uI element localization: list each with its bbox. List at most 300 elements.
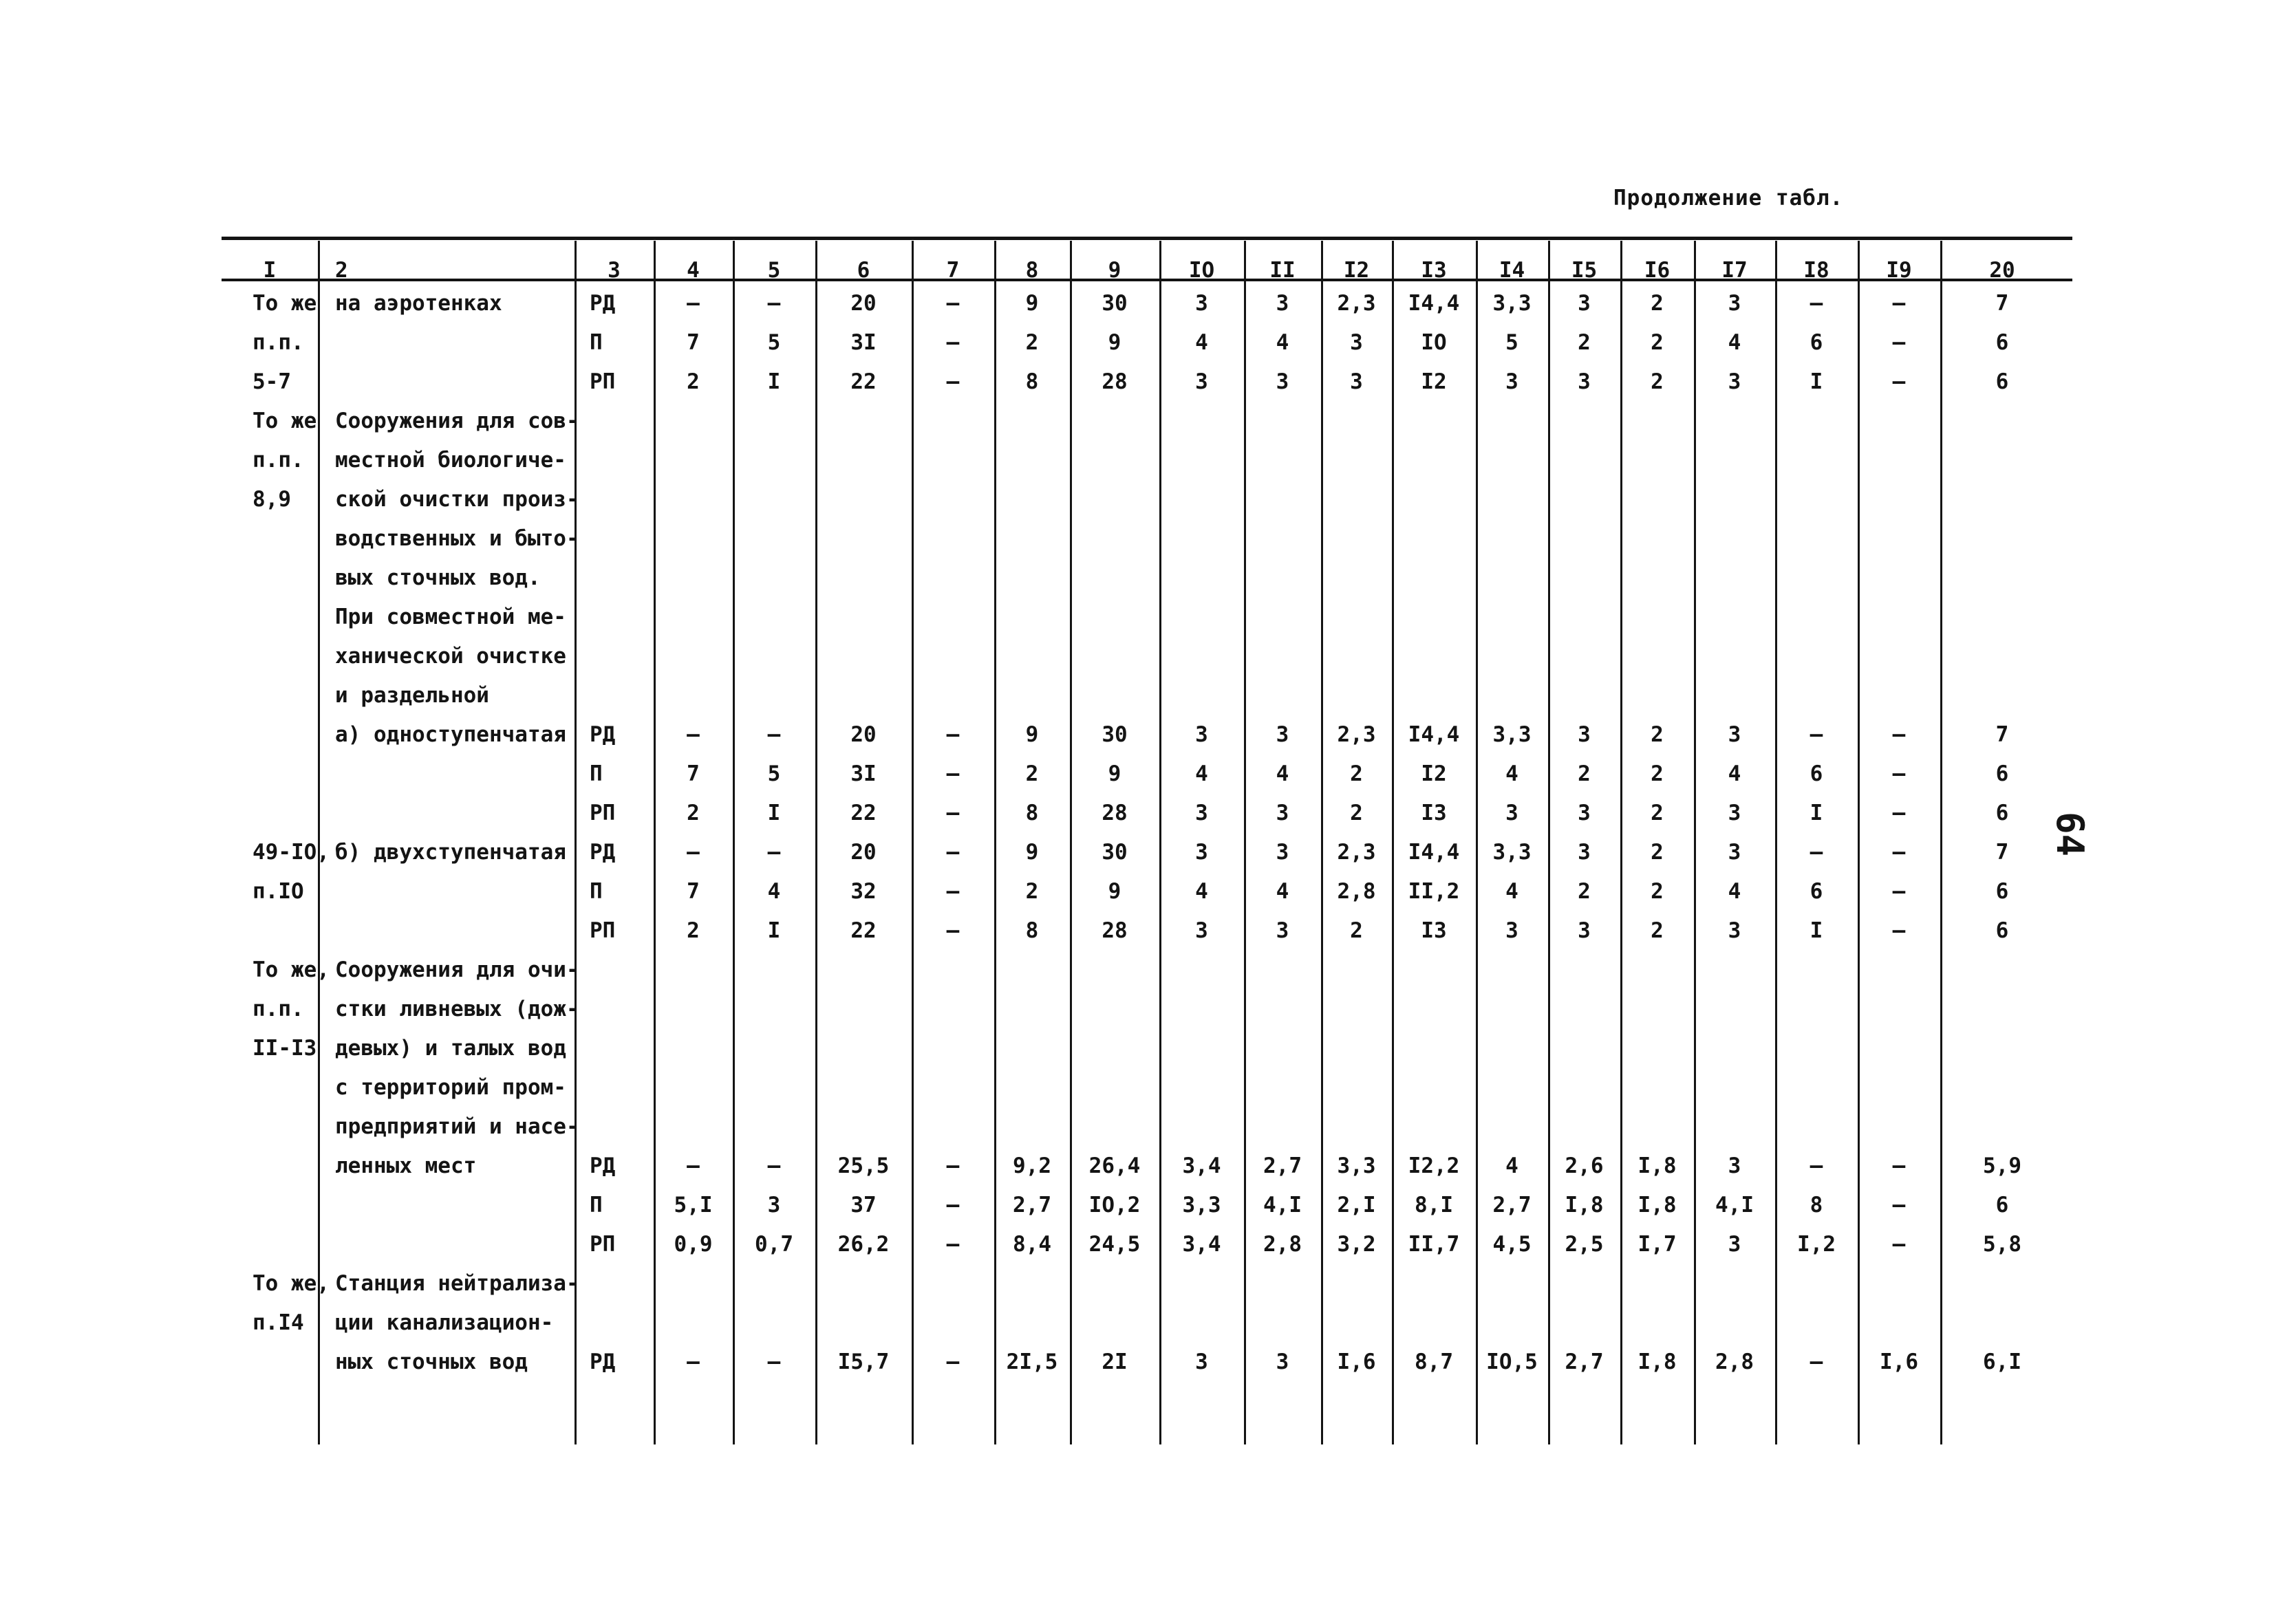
cell-value: 2I	[1102, 1350, 1128, 1374]
cell-value: 2	[687, 918, 700, 943]
cell-reference: 5-7	[253, 369, 291, 394]
cell-value	[1775, 1068, 1858, 1107]
cell-value: 7	[687, 761, 700, 786]
cell-value: 28	[1102, 801, 1128, 825]
cell-value	[1070, 637, 1159, 675]
cell-value	[1070, 990, 1159, 1028]
cell-value	[1476, 1107, 1548, 1146]
cell-value	[1940, 637, 2064, 675]
cell-value: –	[687, 291, 700, 316]
cell-value	[654, 480, 733, 519]
cell-value	[1940, 480, 2064, 519]
cell-value	[733, 1264, 815, 1303]
cell-value	[654, 402, 733, 440]
column-header: I8	[1803, 258, 1829, 283]
cell-reference: 49-IO,	[253, 840, 330, 865]
cell-value	[1321, 1303, 1392, 1342]
cell-mode: П	[590, 761, 603, 786]
cell-value: 9	[1025, 840, 1039, 865]
column-header: 20	[1989, 258, 2015, 283]
cell-value	[815, 519, 912, 558]
cell-value	[1694, 1068, 1775, 1107]
cell-value: 3	[1505, 801, 1518, 825]
cell-value	[1392, 676, 1476, 715]
cell-reference: То же,	[253, 1271, 330, 1296]
cell-value	[994, 441, 1070, 479]
cell-structure-name: водственных и быто-	[335, 526, 579, 551]
cell-value	[1159, 676, 1244, 715]
cell-value	[1476, 480, 1548, 519]
cell-value	[1321, 1107, 1392, 1146]
cell-value: –	[767, 1154, 781, 1178]
cell-value	[994, 1029, 1070, 1068]
cell-value	[1775, 1303, 1858, 1342]
cell-value: 3	[1276, 1350, 1289, 1374]
cell-value: 4	[1195, 761, 1208, 786]
cell-reference: 8,9	[253, 487, 291, 512]
cell-value: II,7	[1408, 1232, 1460, 1257]
cell-value	[1476, 402, 1548, 440]
cell-structure-name: ции канализацион-	[335, 1310, 554, 1335]
cell-value: I	[1810, 369, 1823, 394]
cell-value: IO,2	[1088, 1193, 1141, 1217]
cell-value: 3	[1276, 291, 1289, 316]
cell-value: 7	[1995, 291, 2009, 316]
cell-value: 2	[1651, 330, 1664, 355]
cell-value	[1548, 1303, 1620, 1342]
cell-value	[1548, 402, 1620, 440]
cell-value: –	[946, 1193, 960, 1217]
cell-value: 4	[1276, 761, 1289, 786]
page-number: 64	[2048, 812, 2092, 857]
cell-mode: РП	[590, 1232, 616, 1257]
cell-value: II,2	[1408, 879, 1460, 904]
cell-structure-name: и раздельной	[335, 683, 489, 708]
cell-structure-name: вых сточных вод.	[335, 565, 541, 590]
cell-value: 4	[1195, 330, 1208, 355]
cell-value	[1858, 951, 1940, 989]
cell-value: I,2	[1797, 1232, 1836, 1257]
cell-value: 2,8	[1337, 879, 1376, 904]
cell-value	[912, 1068, 994, 1107]
cell-value: 28	[1102, 369, 1128, 394]
cell-value	[1159, 990, 1244, 1028]
cell-value: 6	[1995, 330, 2009, 355]
cell-value	[1940, 559, 2064, 597]
cell-value	[1159, 519, 1244, 558]
cell-value	[1392, 1029, 1476, 1068]
cell-value	[1159, 1264, 1244, 1303]
cell-value: 2,5	[1565, 1232, 1604, 1257]
cell-value: –	[946, 761, 960, 786]
cell-value	[1159, 1068, 1244, 1107]
cell-value	[1244, 402, 1321, 440]
cell-value	[994, 1107, 1070, 1146]
cell-value	[654, 1068, 733, 1107]
cell-value	[1858, 1264, 1940, 1303]
cell-value: 7	[1995, 722, 2009, 747]
column-header: I3	[1421, 258, 1447, 283]
cell-value	[1244, 598, 1321, 636]
cell-value: 4	[1276, 879, 1289, 904]
cell-value: 28	[1102, 918, 1128, 943]
cell-value	[1392, 1264, 1476, 1303]
cell-value: 3	[1728, 369, 1741, 394]
cell-value	[1070, 1107, 1159, 1146]
cell-structure-name: Сооружения для сов-	[335, 409, 579, 433]
cell-value	[912, 676, 994, 715]
cell-value	[1620, 1107, 1694, 1146]
cell-value: 3	[1276, 801, 1289, 825]
cell-value: 3	[1195, 1350, 1208, 1374]
cell-value	[1940, 676, 2064, 715]
cell-value: –	[767, 1350, 781, 1374]
cell-value	[1321, 676, 1392, 715]
table-caption: Продолжение табл.	[1613, 186, 1844, 210]
cell-value	[994, 1068, 1070, 1107]
cell-value: 8,4	[1013, 1232, 1051, 1257]
cell-value	[1620, 1068, 1694, 1107]
cell-value: 2,I	[1337, 1193, 1376, 1217]
cell-value: –	[1810, 1154, 1823, 1178]
cell-value: 20	[850, 840, 877, 865]
cell-value	[1858, 1068, 1940, 1107]
cell-value: 22	[850, 801, 877, 825]
cell-value	[1694, 480, 1775, 519]
cell-value: 2,7	[1492, 1193, 1532, 1217]
cell-value: 3I	[850, 330, 877, 355]
cell-value: 4	[1195, 879, 1208, 904]
cell-value: 2	[1025, 330, 1039, 355]
cell-value	[1070, 1029, 1159, 1068]
cell-value	[815, 1107, 912, 1146]
cell-value: 5,I	[674, 1193, 713, 1217]
cell-value: 9	[1108, 879, 1121, 904]
cell-value	[1775, 637, 1858, 675]
cell-value: –	[1892, 1193, 1906, 1217]
cell-value	[1159, 1107, 1244, 1146]
cell-value	[1244, 1264, 1321, 1303]
cell-value	[994, 951, 1070, 989]
cell-value	[1775, 559, 1858, 597]
cell-value: 4,I	[1263, 1193, 1302, 1217]
cell-value	[912, 637, 994, 675]
cell-value	[1694, 1303, 1775, 1342]
cell-value	[1858, 598, 1940, 636]
cell-value: 9	[1108, 330, 1121, 355]
cell-value: I,6	[1880, 1350, 1918, 1374]
cell-value	[1392, 441, 1476, 479]
cell-value: 3,3	[1492, 722, 1532, 747]
cell-value	[1159, 637, 1244, 675]
cell-value: 6	[1995, 879, 2009, 904]
cell-value	[1070, 480, 1159, 519]
cell-value: 24,5	[1088, 1232, 1141, 1257]
cell-value: 2	[1350, 918, 1363, 943]
cell-value	[1940, 519, 2064, 558]
cell-value	[815, 402, 912, 440]
cell-value	[1940, 1029, 2064, 1068]
cell-value: 6,I	[1983, 1350, 2021, 1374]
cell-value: –	[1892, 761, 1906, 786]
cell-value: 2	[1651, 291, 1664, 316]
cell-value: –	[1892, 1154, 1906, 1178]
cell-value	[733, 990, 815, 1028]
cell-value	[1070, 519, 1159, 558]
cell-value: 4	[1505, 879, 1518, 904]
cell-value	[1070, 1264, 1159, 1303]
cell-value	[1244, 1029, 1321, 1068]
cell-value	[1548, 1264, 1620, 1303]
cell-value: 6	[1995, 801, 2009, 825]
cell-value	[1940, 598, 2064, 636]
cell-value	[1694, 519, 1775, 558]
cell-value	[912, 441, 994, 479]
cell-value	[1548, 637, 1620, 675]
cell-value	[1858, 519, 1940, 558]
cell-value	[912, 1264, 994, 1303]
cell-value	[733, 598, 815, 636]
cell-value: 8	[1025, 801, 1039, 825]
cell-value	[1321, 441, 1392, 479]
column-header: 7	[946, 258, 960, 283]
cell-value: 2,3	[1337, 291, 1376, 316]
cell-value: 3	[1728, 291, 1741, 316]
cell-value	[1694, 1264, 1775, 1303]
cell-value	[1476, 1264, 1548, 1303]
cell-value	[654, 519, 733, 558]
cell-value: I2	[1421, 369, 1447, 394]
cell-value	[1244, 637, 1321, 675]
cell-value	[1940, 441, 2064, 479]
cell-value	[1858, 402, 1940, 440]
cell-value: –	[1810, 840, 1823, 865]
cell-value: 2,7	[1565, 1350, 1604, 1374]
cell-value: 3	[1350, 330, 1363, 355]
cell-value	[1476, 559, 1548, 597]
cell-value: –	[946, 369, 960, 394]
cell-value: 3	[1578, 840, 1591, 865]
cell-value: 8	[1025, 369, 1039, 394]
cell-value	[733, 480, 815, 519]
cell-value	[654, 676, 733, 715]
cell-value	[1244, 1068, 1321, 1107]
cell-value	[1392, 1303, 1476, 1342]
cell-value	[1392, 480, 1476, 519]
cell-value: 9	[1025, 291, 1039, 316]
cell-value: 3	[1195, 291, 1208, 316]
cell-value: 5	[767, 330, 781, 355]
cell-value: 4,I	[1715, 1193, 1754, 1217]
cell-value	[815, 951, 912, 989]
cell-value	[1548, 519, 1620, 558]
cell-value: 6	[1995, 761, 2009, 786]
cell-value: 0,7	[755, 1232, 793, 1257]
cell-value	[1694, 637, 1775, 675]
cell-value	[1476, 441, 1548, 479]
cell-reference: п.I4	[253, 1310, 304, 1335]
cell-value	[1940, 402, 2064, 440]
column-header: I9	[1886, 258, 1912, 283]
cell-value	[912, 402, 994, 440]
cell-value	[815, 1264, 912, 1303]
cell-value	[733, 676, 815, 715]
cell-value: 4	[1276, 330, 1289, 355]
column-header: IO	[1188, 258, 1215, 283]
cell-value: I	[767, 369, 781, 394]
cell-value	[1548, 1029, 1620, 1068]
cell-value	[1476, 951, 1548, 989]
cell-value: 3	[1195, 369, 1208, 394]
cell-value: –	[946, 840, 960, 865]
cell-value: 3	[1728, 1154, 1741, 1178]
cell-value: I	[1810, 801, 1823, 825]
cell-value	[654, 1264, 733, 1303]
cell-value: 2I,5	[1006, 1350, 1058, 1374]
cell-reference: п.IO	[253, 879, 304, 904]
cell-value	[912, 951, 994, 989]
cell-value: 3	[1505, 369, 1518, 394]
cell-value	[815, 559, 912, 597]
cell-value	[654, 441, 733, 479]
cell-value	[815, 990, 912, 1028]
cell-value	[912, 1029, 994, 1068]
cell-value: 26,2	[837, 1232, 890, 1257]
cell-value	[1858, 637, 1940, 675]
cell-value: 3	[1276, 722, 1289, 747]
cell-value	[1858, 441, 1940, 479]
cell-value: –	[946, 291, 960, 316]
cell-value: I,8	[1565, 1193, 1604, 1217]
cell-value	[1321, 1029, 1392, 1068]
cell-mode: РД	[590, 840, 616, 865]
cell-value	[1159, 1303, 1244, 1342]
cell-value	[1858, 990, 1940, 1028]
cell-value: –	[767, 291, 781, 316]
cell-value	[1775, 441, 1858, 479]
cell-value	[912, 480, 994, 519]
cell-value	[1620, 951, 1694, 989]
cell-value: 2,6	[1565, 1154, 1604, 1178]
cell-value: I3	[1421, 801, 1447, 825]
cell-value	[1620, 990, 1694, 1028]
cell-value: 3	[1728, 722, 1741, 747]
cell-value	[994, 637, 1070, 675]
column-header: I	[263, 258, 277, 283]
cell-value: 7	[1995, 840, 2009, 865]
cell-value	[815, 441, 912, 479]
cell-value: 2,8	[1715, 1350, 1754, 1374]
cell-value	[1070, 1303, 1159, 1342]
cell-value: 3	[1578, 369, 1591, 394]
cell-value: 3	[1578, 722, 1591, 747]
cell-value: 2,3	[1337, 722, 1376, 747]
cell-value: 3,4	[1182, 1154, 1221, 1178]
cell-value	[1476, 990, 1548, 1028]
cell-value	[1775, 1107, 1858, 1146]
cell-value	[1321, 951, 1392, 989]
cell-value	[1858, 480, 1940, 519]
cell-value	[1392, 519, 1476, 558]
cell-value: I,8	[1638, 1193, 1677, 1217]
cell-reference: п.п.	[253, 448, 304, 473]
cell-value	[815, 676, 912, 715]
cell-value	[1392, 990, 1476, 1028]
cell-value	[654, 951, 733, 989]
cell-value: 2	[1651, 722, 1664, 747]
cell-reference: То же	[253, 409, 317, 433]
cell-value	[1392, 598, 1476, 636]
cell-value	[1321, 1264, 1392, 1303]
cell-value: 7	[687, 879, 700, 904]
cell-value	[1620, 637, 1694, 675]
cell-value	[1070, 676, 1159, 715]
cell-value	[1070, 951, 1159, 989]
cell-value: 9	[1108, 761, 1121, 786]
cell-value	[733, 519, 815, 558]
cell-value: 6	[1995, 918, 2009, 943]
cell-value: 8,I	[1415, 1193, 1453, 1217]
cell-value: 3	[1578, 291, 1591, 316]
cell-value	[1321, 559, 1392, 597]
cell-value: 32	[850, 879, 877, 904]
cell-value: I,8	[1638, 1350, 1677, 1374]
cell-value: 22	[850, 918, 877, 943]
cell-value: –	[946, 1232, 960, 1257]
cell-value	[1244, 951, 1321, 989]
cell-value	[1159, 402, 1244, 440]
cell-value: –	[1892, 369, 1906, 394]
cell-structure-name: Станция нейтрализа-	[335, 1271, 579, 1296]
cell-value	[1070, 598, 1159, 636]
cell-value	[1244, 441, 1321, 479]
cell-value: 20	[850, 722, 877, 747]
cell-value: –	[687, 840, 700, 865]
cell-value: 30	[1102, 291, 1128, 316]
cell-value: –	[946, 1154, 960, 1178]
cell-value	[1548, 990, 1620, 1028]
cell-value	[1620, 559, 1694, 597]
cell-value: 30	[1102, 840, 1128, 865]
cell-value	[1548, 676, 1620, 715]
cell-mode: РД	[590, 1154, 616, 1178]
cell-value: 6	[1810, 879, 1823, 904]
cell-value	[654, 1029, 733, 1068]
cell-value: I,6	[1337, 1350, 1376, 1374]
cell-value: –	[1892, 722, 1906, 747]
cell-value	[1070, 1068, 1159, 1107]
cell-value: 20	[850, 291, 877, 316]
column-header: 6	[857, 258, 870, 283]
cell-value	[1940, 990, 2064, 1028]
cell-value: 6	[1995, 369, 2009, 394]
cell-value: 2	[1651, 761, 1664, 786]
cell-value: 5	[767, 761, 781, 786]
cell-value	[994, 676, 1070, 715]
cell-value: 3	[1578, 918, 1591, 943]
cell-value	[815, 1068, 912, 1107]
cell-value	[654, 1107, 733, 1146]
cell-value	[1159, 1029, 1244, 1068]
cell-value: –	[1810, 291, 1823, 316]
cell-mode: РП	[590, 918, 616, 943]
cell-value	[654, 1303, 733, 1342]
cell-value	[1548, 559, 1620, 597]
cell-value: –	[1892, 801, 1906, 825]
cell-value: 3,3	[1337, 1154, 1376, 1178]
cell-value: 2	[1350, 801, 1363, 825]
cell-value	[815, 480, 912, 519]
